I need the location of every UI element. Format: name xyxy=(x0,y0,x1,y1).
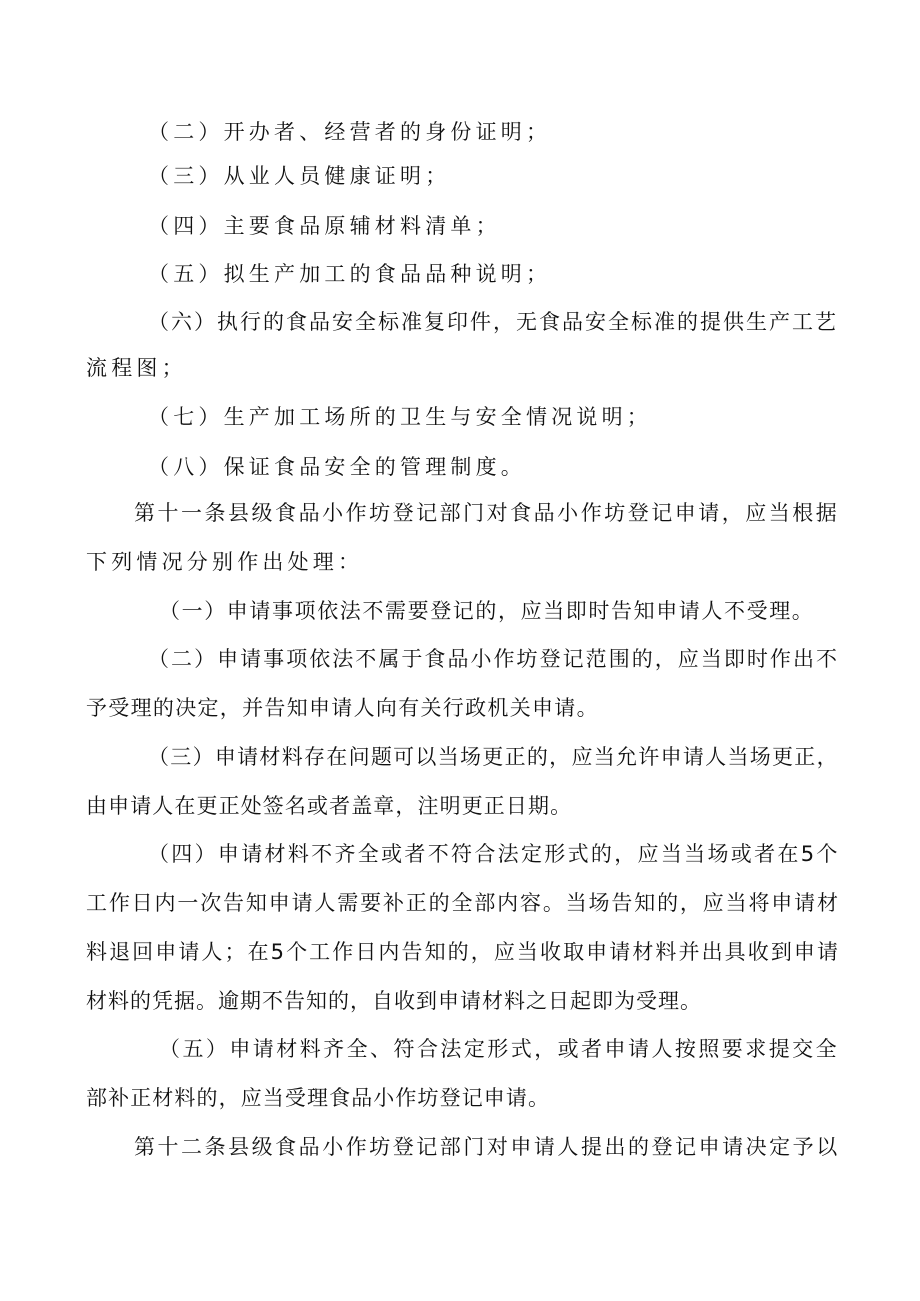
article-12-line-1: 第十二条县级食品小作坊登记部门对申请人提出的登记申请决定予以 xyxy=(134,1135,838,1159)
handling-item-4-line-2: 工作日内一次告知申请人需要补正的全部内容。当场告知的，应当将申请材 xyxy=(86,891,838,915)
article-11-line-2: 下列情况分别作出处理： xyxy=(86,550,364,574)
handling-item-3-line-2: 由申请人在更正处签名或者盖章，注明更正日期。 xyxy=(86,794,573,818)
handling-item-1: （一）申请事项依法不需要登记的，应当即时告知申请人不受理。 xyxy=(159,599,815,623)
list-item-2: （二）开办者、经营者的身份证明； xyxy=(148,120,552,144)
handling-item-4-line-3: 料退回申请人；在5个工作日内告知的，应当收取申请材料并出具收到申请 xyxy=(86,940,838,964)
handling-item-5-line-2: 部补正材料的，应当受理食品小作坊登记申请。 xyxy=(86,1086,551,1110)
list-item-5: （五）拟生产加工的食品品种说明； xyxy=(148,262,552,286)
handling-item-3-line-1: （三）申请材料存在问题可以当场更正的，应当允许申请人当场更正， xyxy=(148,745,838,769)
list-item-3: （三）从业人员健康证明； xyxy=(148,164,451,188)
list-item-7: （七）生产加工场所的卫生与安全情况说明； xyxy=(148,405,652,429)
handling-item-2-line-1: （二）申请事项依法不属于食品小作坊登记范围的，应当即时作出不 xyxy=(148,647,838,671)
handling-item-4-line-4: 材料的凭据。逾期不告知的，自收到申请材料之日起即为受理。 xyxy=(86,989,702,1013)
list-item-8: （八）保证食品安全的管理制度。 xyxy=(148,455,526,479)
handling-item-4-line-1: （四）申请材料不齐全或者不符合法定形式的，应当当场或者在5个 xyxy=(148,842,838,866)
handling-item-2-line-2: 予受理的决定，并告知申请人向有关行政机关申请。 xyxy=(86,696,599,720)
article-11-line-1: 第十一条县级食品小作坊登记部门对食品小作坊登记申请，应当根据 xyxy=(134,501,838,525)
list-item-6-line-2: 流程图； xyxy=(86,356,187,380)
list-item-4: （四）主要食品原辅材料清单； xyxy=(148,214,501,238)
handling-item-5-line-1: （五）申请材料齐全、符合法定形式，或者申请人按照要求提交全 xyxy=(159,1037,838,1061)
list-item-6-line-1: （六）执行的食品安全标准复印件，无食品安全标准的提供生产工艺 xyxy=(148,310,838,334)
